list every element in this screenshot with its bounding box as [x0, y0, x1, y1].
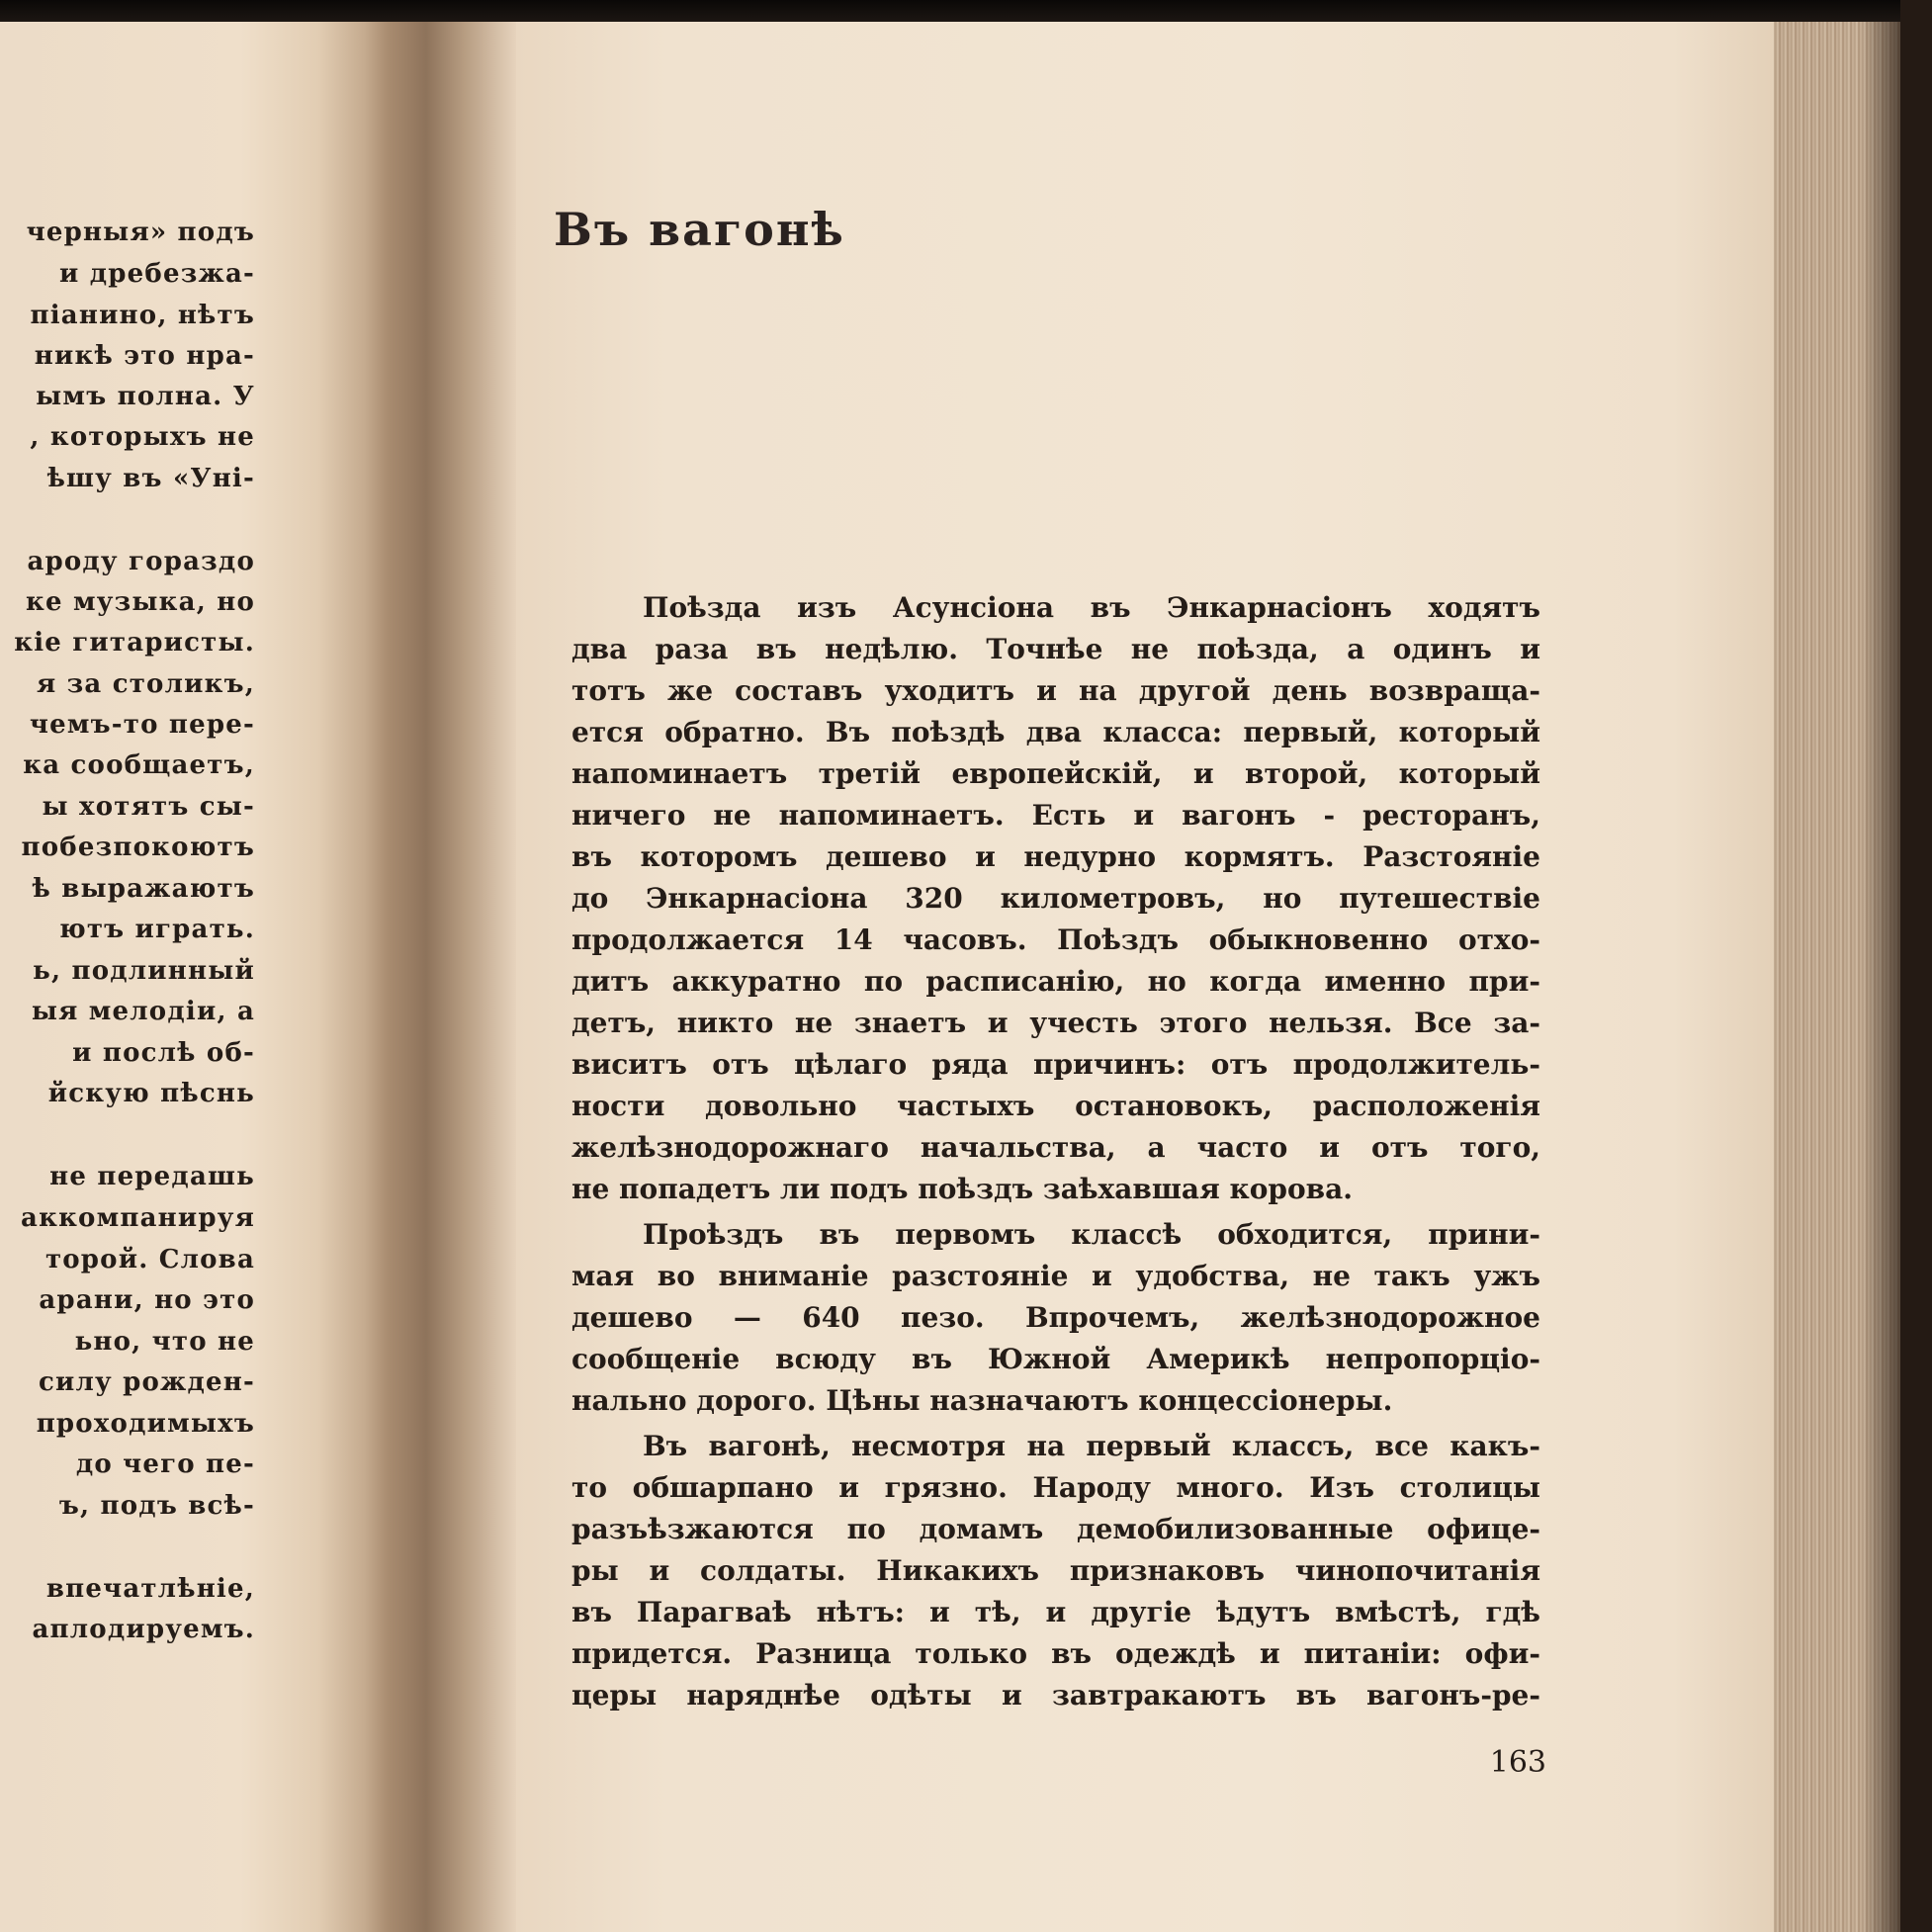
- book-cover-edge: [1900, 0, 1932, 1932]
- body-line: ется обратно. Въ поѣздѣ два класса: первый, который: [571, 716, 1540, 748]
- body-line: желѣзнодорожнаго начальства, а часто и отъ того,: [571, 1131, 1540, 1164]
- page-stack-edges: [1774, 22, 1900, 1932]
- left-line: аккомпанируя: [21, 1203, 255, 1233]
- body-line: въ Парагваѣ нѣтъ: и тѣ, и другіе ѣдутъ вмѣстѣ, гдѣ: [571, 1596, 1540, 1628]
- body-line: дешево — 640 пезо. Впрочемъ, желѣзнодорожное: [571, 1301, 1540, 1334]
- left-line: ы хотятъ сы-: [42, 792, 255, 822]
- left-line: , которыхъ не: [30, 422, 255, 452]
- left-line: ютъ играть.: [58, 915, 255, 944]
- left-line: до чего пе-: [75, 1449, 255, 1479]
- body-line: два раза въ недѣлю. Точнѣе не поѣзда, а одинъ и: [571, 633, 1540, 665]
- book-gutter: [388, 22, 516, 1932]
- left-line: ъ, подъ всѣ-: [58, 1491, 255, 1521]
- left-line: кіе гитаристы.: [14, 628, 255, 658]
- body-line: ничего не напоминаетъ. Есть и вагонъ - ресторанъ,: [571, 799, 1540, 832]
- body-line: Въ вагонѣ, несмотря на первый классъ, все какъ-: [643, 1430, 1540, 1462]
- body-line: ности довольно частыхъ остановокъ, расположенія: [571, 1090, 1540, 1122]
- left-line: ьно, что не: [74, 1327, 255, 1357]
- left-line: ыя мелодіи, а: [31, 997, 255, 1026]
- chapter-title: Въ вагонѣ: [554, 203, 845, 256]
- left-page: [0, 22, 388, 1932]
- left-line: ке музыка, но: [26, 587, 255, 617]
- left-line: я за столикъ,: [36, 669, 255, 699]
- left-line: чемъ-то пере-: [29, 710, 255, 740]
- left-line: никѣ это нра-: [34, 341, 255, 371]
- left-line: черныя» подъ: [26, 218, 255, 247]
- body-line: въ которомъ дешево и недурно кормятъ. Разстояніе: [571, 840, 1540, 873]
- body-line: сообщеніе всюду въ Южной Америкѣ непропорціо-: [571, 1343, 1540, 1375]
- body-line: мая во вниманіе разстояніе и удобства, не такъ ужъ: [571, 1260, 1540, 1292]
- body-line: детъ, никто не знаетъ и учесть этого нельзя. Все за-: [571, 1007, 1540, 1039]
- left-line: аплодируемъ.: [32, 1615, 255, 1644]
- left-line: ымъ полна. У: [36, 382, 255, 411]
- body-line: тотъ же составъ уходитъ и на другой день возвраща-: [571, 674, 1540, 707]
- left-line: ѣшу въ «Уні-: [46, 464, 255, 493]
- body-line: то обшарпано и грязно. Народу много. Изъ столицы: [571, 1471, 1540, 1504]
- page-number: 163: [1489, 1745, 1546, 1780]
- left-line: ароду гораздо: [27, 547, 255, 576]
- body-line: разъѣзжаются по домамъ демобилизованные офице-: [571, 1513, 1540, 1545]
- body-line: напоминаетъ третій европейскій, и второй, который: [571, 757, 1540, 790]
- body-line: Проѣздъ въ первомъ классѣ обходится, прини-: [643, 1218, 1540, 1251]
- body-line: до Энкарнасіона 320 километровъ, но путешествіе: [571, 882, 1540, 915]
- body-line: дитъ аккуратно по расписанію, но когда именно при-: [571, 965, 1540, 998]
- left-line: ь, подлинный: [33, 956, 255, 986]
- body-line: придется. Разница только въ одеждѣ и питаніи: офи-: [571, 1637, 1540, 1670]
- left-line: побезпокоютъ: [21, 833, 255, 862]
- left-line: ѣ выражаютъ: [32, 874, 255, 904]
- left-line: и дребезжа-: [59, 259, 255, 289]
- left-line: не передашь: [49, 1162, 255, 1191]
- body-line: виситъ отъ цѣлаго ряда причинъ: отъ продолжитель-: [571, 1048, 1540, 1081]
- left-line: торой. Слова: [44, 1245, 255, 1274]
- body-line: не попадетъ ли подъ поѣздъ заѣхавшая корова.: [571, 1173, 1354, 1205]
- top-shadow-band: [0, 0, 1932, 22]
- left-line: йскую пѣснь: [47, 1079, 255, 1108]
- left-line: и послѣ об-: [72, 1038, 255, 1068]
- body-line: ры и солдаты. Никакихъ признаковъ чинопочитанія: [571, 1554, 1540, 1587]
- body-line: церы наряднѣе одѣты и завтракаютъ въ вагонъ-ре-: [571, 1679, 1540, 1712]
- left-line: впечатлѣніе,: [45, 1574, 255, 1604]
- body-line: нально дорого. Цѣны назначаютъ концессіонеры.: [571, 1384, 1393, 1417]
- left-line: проходимыхъ: [36, 1409, 255, 1439]
- left-line: піанино, нѣтъ: [30, 301, 255, 330]
- body-line: продолжается 14 часовъ. Поѣздъ обыкновенно отхо-: [571, 923, 1540, 956]
- left-line: ка сообщаетъ,: [23, 750, 255, 780]
- left-line: арани, но это: [39, 1285, 255, 1315]
- body-line: Поѣзда изъ Асунсіона въ Энкарнасіонъ ходятъ: [643, 591, 1540, 624]
- left-line: силу рожден-: [38, 1367, 255, 1397]
